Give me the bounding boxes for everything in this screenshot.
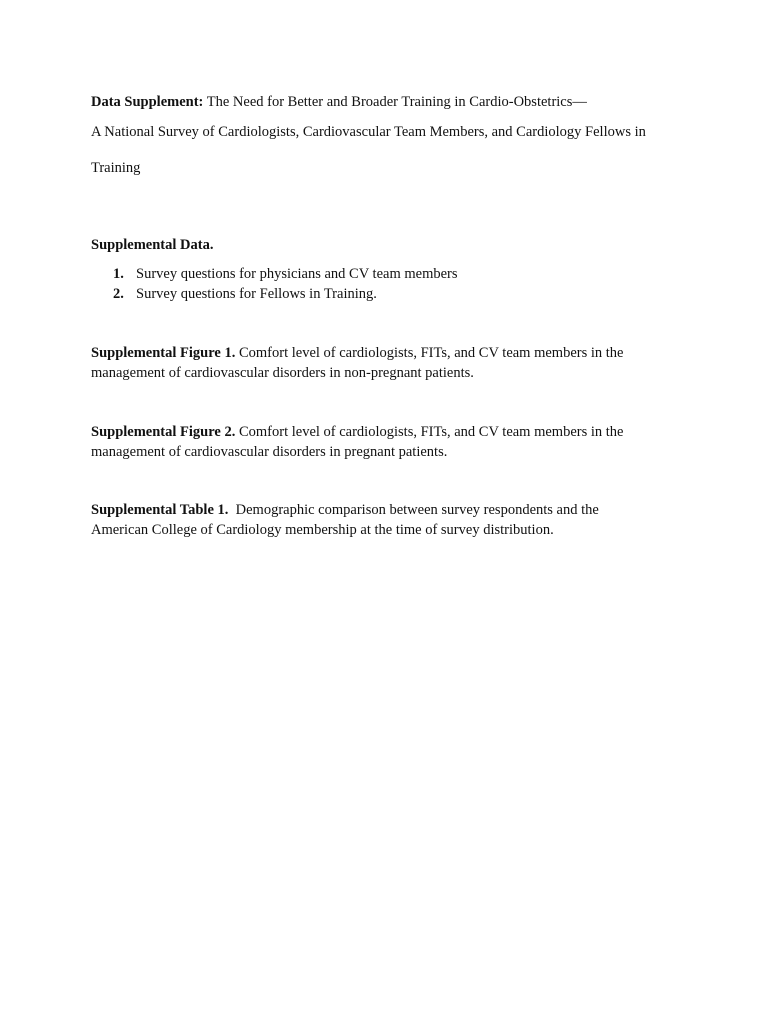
list-item-text: Survey questions for physicians and CV team members xyxy=(136,266,458,282)
table-1-text: Demographic comparison between survey respondents and the xyxy=(228,502,599,518)
table-1-label: Supplemental Table 1. xyxy=(91,502,229,518)
data-supplement-label: Data Supplement: xyxy=(91,94,204,110)
supplemental-data-heading: Supplemental Data. xyxy=(91,237,214,253)
figure-2-label: Supplemental Figure 2. xyxy=(91,424,236,440)
figure-2-text: Comfort level of cardiologists, FITs, and CV team members in the xyxy=(235,424,624,440)
document-title-line-3: Training xyxy=(91,160,141,176)
supplemental-figure-1-caption xyxy=(91,343,671,383)
figure-2-line-1 xyxy=(91,422,671,442)
supplemental-table-1-caption xyxy=(91,500,671,540)
table-1-line-1 xyxy=(91,500,671,520)
supplemental-figure-2-caption xyxy=(91,422,671,462)
figure-1-label: Supplemental Figure 1. xyxy=(91,345,236,361)
list-item-text: Survey questions for Fellows in Training. xyxy=(136,286,377,302)
document-title-line-1 xyxy=(91,93,587,111)
document-title-line-2: A National Survey of Cardiologists, Cardiovascular Team Members, and Cardiology Fellows in xyxy=(91,124,646,140)
document-title-text: The Need for Better and Broader Training in Cardio-Obstetrics— xyxy=(203,94,587,110)
table-1-line-2: American College of Cardiology membership at the time of survey distribution. xyxy=(91,522,554,538)
figure-1-text: Comfort level of cardiologists, FITs, and CV team members in the xyxy=(235,345,624,361)
figure-1-line-1 xyxy=(91,343,671,363)
list-item-number: 1. xyxy=(113,266,124,282)
figure-1-line-2: management of cardiovascular disorders in non-pregnant patients. xyxy=(91,365,474,381)
list-item-number: 2. xyxy=(113,286,124,302)
figure-2-line-2: management of cardiovascular disorders in pregnant patients. xyxy=(91,444,448,460)
